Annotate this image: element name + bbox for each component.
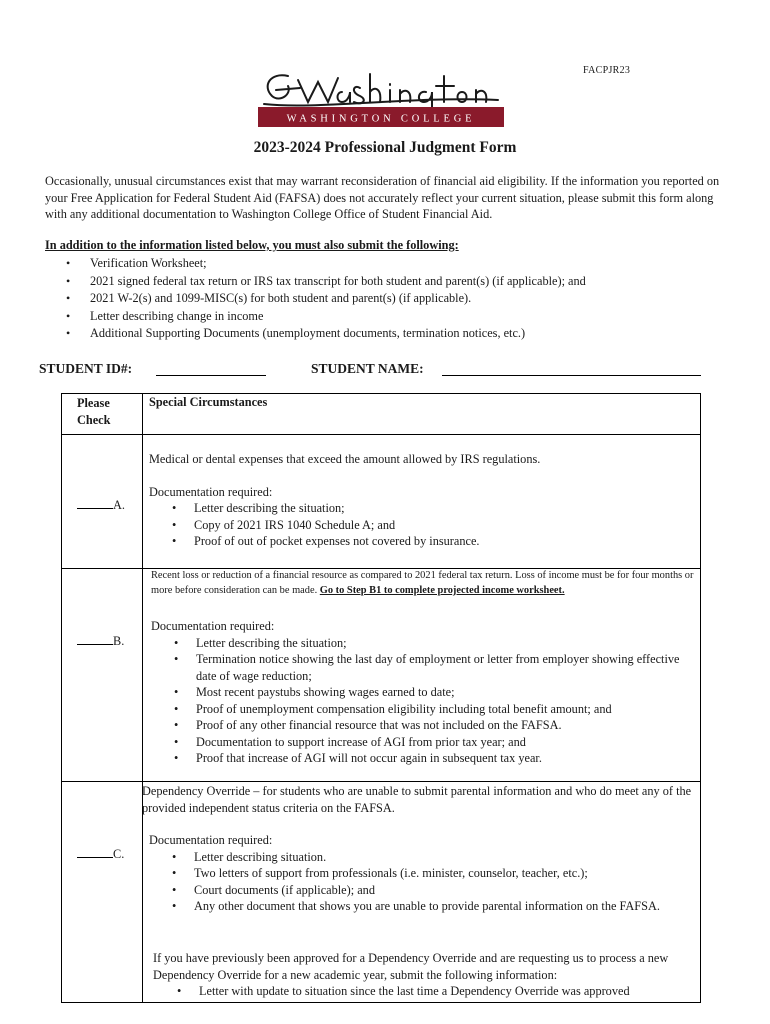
list-item: • Proof that increase of AGI will not occur again in subsequent tax year. <box>196 750 699 767</box>
list-item: • Letter describing change in income <box>90 308 586 326</box>
column-divider <box>142 394 143 1002</box>
circumstances-table <box>61 393 701 1003</box>
checkbox-a[interactable]: A. <box>77 498 125 513</box>
list-item: • Letter describing situation. <box>194 849 697 866</box>
list-item: • Court documents (if applicable); and <box>194 882 697 899</box>
projected-income-link[interactable]: Go to Step B1 to complete projected income worksheet. <box>319 584 565 596</box>
list-item: • Most recent paystubs showing wages earned to date; <box>196 684 699 701</box>
list-item: • Letter with update to situation since the last time a Dependency Override was approved <box>199 983 693 1000</box>
row-b-doc-label: Documentation required: <box>151 619 275 633</box>
college-logo <box>258 66 504 128</box>
row-a-description: Medical or dental expenses that exceed the amount allowed by IRS regulations. <box>149 452 541 466</box>
checkbox-c[interactable]: C. <box>77 847 124 862</box>
list-item: • Proof of out of pocket expenses not covered by insurance. <box>194 533 694 550</box>
student-name-field[interactable] <box>442 375 701 376</box>
header-please-check: Please Check <box>77 396 111 427</box>
row-b-content <box>151 569 699 767</box>
list-item: • 2021 W-2(s) and 1099-MISC(s) for both student and parent(s) (if applicable). <box>90 290 586 308</box>
row-b-description: Recent loss or reduction of a financial resource as compared to 2021 federal tax return. Loss of income must be for four months or more before consideration can be made. Go to Step B1 to complete projected income worksheet. <box>151 570 694 596</box>
list-item: • Proof of any other financial resource that was not included on the FAFSA. <box>196 717 699 734</box>
form-title: 2023-2024 Professional Judgment Form <box>253 139 517 156</box>
row-c-docs <box>149 849 697 915</box>
list-item: • Verification Worksheet; <box>90 255 586 273</box>
checkbox-b[interactable]: B. <box>77 634 124 649</box>
requirements-heading: In addition to the information listed below, you must also submit the following: <box>45 238 459 252</box>
list-item: • Letter describing the situation; <box>196 635 699 652</box>
row-c-docs-block <box>149 832 697 915</box>
row-c-note: If you have previously been approved for a Dependency Override and are requesting us to process a new Dependency Override for a new academic year, submit the following information: <box>153 951 669 982</box>
row-a-doc-label: Documentation required: <box>149 484 273 499</box>
student-id-label: STUDENT ID#: <box>39 361 133 376</box>
row-divider <box>62 781 700 782</box>
list-item: • Any other document that shows you are unable to provide parental information on the FAFSA. <box>194 898 697 915</box>
header-special-circumstances: Special Circumstances <box>149 395 268 409</box>
student-name-label: STUDENT NAME: <box>311 361 424 376</box>
list-item: • 2021 signed federal tax return or IRS tax transcript for both student and parent(s) (if applicable); and <box>90 273 586 291</box>
row-c-description: Dependency Override – for students who are unable to submit parental information and who do meet any of the provided independent status criteria on the FAFSA. <box>142 784 692 815</box>
list-item: • Additional Supporting Documents (unemployment documents, termination notices, etc.) <box>90 325 586 343</box>
row-c-doc-label: Documentation required: <box>149 833 273 847</box>
student-id-field[interactable] <box>156 375 266 376</box>
form-code: FACPJR23 <box>583 65 631 76</box>
row-c-note-items <box>153 983 693 1000</box>
row-c-content <box>142 783 697 816</box>
row-a-docs <box>149 500 694 550</box>
requirements-list <box>45 255 586 343</box>
row-b-docs <box>151 635 699 767</box>
row-divider <box>62 434 700 435</box>
list-item: • Letter describing the situation; <box>194 500 694 517</box>
list-item: • Documentation to support increase of AGI from prior tax year; and <box>196 734 699 751</box>
logo-college-text: WASHINGTON COLLEGE <box>286 113 476 125</box>
list-item: • Proof of unemployment compensation eligibility including total benefit amount; and <box>196 701 699 718</box>
list-item: • Termination notice showing the last day of employment or letter from employer showing effective date of wage reduction; <box>196 651 699 684</box>
row-a-content <box>149 451 694 550</box>
list-item: • Copy of 2021 IRS 1040 Schedule A; and <box>194 517 694 534</box>
intro-paragraph: Occasionally, unusual circumstances exist that may warrant reconsideration of financial aid eligibility. If the information you reported on your Free Application for Federal Student Aid (FAFSA) does not accurately reflect your current situation, please submit this form along with any additional documentation to Washington College Office of Student Financial Aid. <box>45 174 720 221</box>
list-item: • Two letters of support from professionals (i.e. minister, counselor, teacher, etc.); <box>194 865 697 882</box>
row-c-note-block <box>153 950 693 1000</box>
